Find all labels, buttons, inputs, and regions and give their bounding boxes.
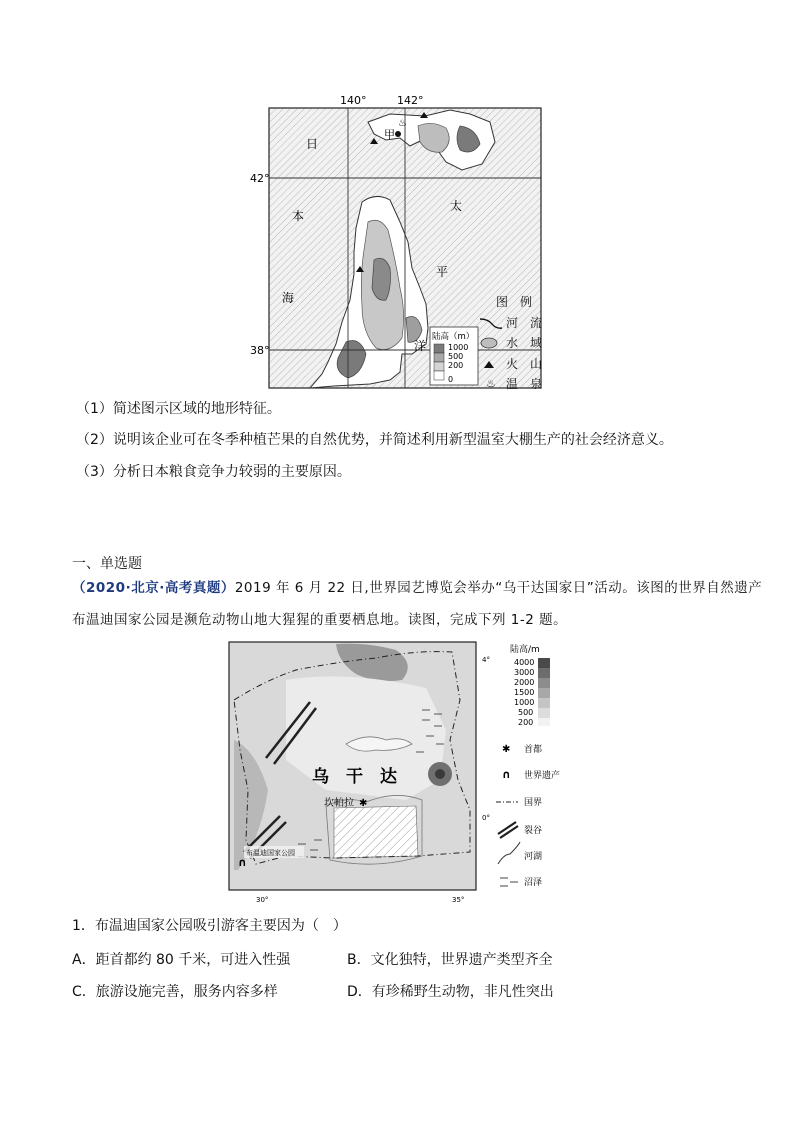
capital-icon: ✱ bbox=[502, 744, 511, 755]
map2-elev-3000: 3000 bbox=[514, 668, 535, 677]
capital-icon: ✱ bbox=[359, 798, 368, 809]
river-icon bbox=[478, 316, 504, 330]
option-d[interactable]: D．有珍稀野生动物，非凡性突出 bbox=[347, 984, 554, 1000]
legend-swamp-label: 沼泽 bbox=[524, 878, 543, 888]
swamp-icon bbox=[500, 878, 518, 886]
legend-river-lake-label: 河湖 bbox=[524, 852, 543, 862]
water-area-icon bbox=[478, 336, 504, 350]
intro-line2: 布温迪国家公园是濒危动物山地大猩猩的重要栖息地。读图，完成下列 1-2 题。 bbox=[72, 612, 568, 628]
option-b[interactable]: B．文化独特，世界遗产类型齐全 bbox=[347, 952, 553, 968]
world-heritage-icon: ∩ bbox=[238, 856, 247, 869]
map1-elev-0: 0 bbox=[448, 375, 454, 384]
legend-row-water: 水 域 bbox=[478, 333, 558, 354]
sea-label-yang: 洋 bbox=[414, 339, 427, 353]
lake-victoria bbox=[334, 806, 418, 858]
map2-elevation-title: 陆高/m bbox=[510, 645, 540, 655]
map1-lon-140: 140° bbox=[340, 94, 367, 107]
map2-elev-500: 500 bbox=[518, 708, 534, 717]
map2-lat-0: 0° bbox=[482, 814, 490, 822]
map2-lon-35: 35° bbox=[452, 896, 465, 904]
option-a[interactable]: A．距首都约 80 千米，可进入性强 bbox=[72, 952, 291, 968]
map1-elev-500: 500 bbox=[448, 352, 464, 361]
intro-source: （2020·北京·高考真题） bbox=[72, 580, 235, 596]
map1-elevation-title: 陆高（m） bbox=[432, 332, 475, 342]
uganda-map bbox=[226, 640, 571, 906]
honshu-relief-high bbox=[372, 258, 391, 300]
question1-stem: 1．布温迪国家公园吸引游客主要因为（ ） bbox=[72, 918, 347, 934]
map1-legend bbox=[478, 292, 558, 395]
place-jia-dot bbox=[395, 131, 401, 137]
option-c[interactable]: C．旅游设施完善，服务内容多样 bbox=[72, 984, 278, 1000]
legend-border-label: 国界 bbox=[524, 798, 543, 808]
map2-elevation-ramp bbox=[538, 658, 550, 726]
map1-legend-title: 图 例 bbox=[496, 295, 533, 309]
world-heritage-icon: ∩ bbox=[502, 768, 511, 781]
hot-spring-icon: ♨ bbox=[398, 118, 407, 129]
volcano-icon bbox=[478, 357, 504, 371]
legend-rift-label: 裂谷 bbox=[524, 826, 543, 836]
park-label: 布温迪国家公园 bbox=[246, 849, 295, 857]
question-part1-2: （2）说明该企业可在冬季种植芒果的自然优势，并简述利用新型温室大棚生产的社会经济意义。 bbox=[76, 432, 673, 448]
legend-heritage-label: 世界遗产 bbox=[524, 771, 561, 781]
map1-lat-42: 42° bbox=[250, 172, 270, 185]
map2-elev-4000: 4000 bbox=[514, 658, 535, 667]
map2-elev-200: 200 bbox=[518, 718, 534, 727]
place-jia-label: 甲 bbox=[384, 128, 395, 141]
legend-row-hot-spring: ♨ 温 泉 bbox=[478, 374, 558, 395]
sea-label-ben: 本 bbox=[292, 209, 305, 223]
sea-label-ping: 平 bbox=[436, 265, 449, 279]
sea-label-tai: 太 bbox=[450, 199, 463, 213]
map2-lon-30: 30° bbox=[256, 896, 269, 904]
country-label: 乌 干 达 bbox=[312, 767, 397, 787]
river-lake-icon bbox=[498, 842, 520, 864]
question-part1-3: （3）分析日本粮食竞争力较弱的主要原因。 bbox=[76, 464, 351, 480]
sea-label-hai: 海 bbox=[282, 291, 295, 305]
capital-label: 坎帕拉 bbox=[324, 798, 354, 809]
section-title: 一、单选题 bbox=[72, 556, 142, 572]
intro-line1 bbox=[72, 578, 762, 598]
map2-elev-1500: 1500 bbox=[514, 688, 535, 697]
map1-elev-200: 200 bbox=[448, 361, 464, 370]
rift-valley-icon bbox=[498, 822, 518, 838]
map1-elev-1000: 1000 bbox=[448, 343, 469, 352]
legend-capital-label: 首都 bbox=[524, 745, 543, 755]
legend-row-river: 河 流 bbox=[478, 313, 558, 334]
sea-label-ri: 日 bbox=[306, 137, 319, 151]
hot-spring-icon: ♨ bbox=[486, 377, 496, 390]
map2-lat-4: 4° bbox=[482, 656, 490, 664]
legend-row-volcano: 火 山 bbox=[478, 354, 558, 375]
map2-elev-1000: 1000 bbox=[514, 698, 535, 707]
map1-lon-142: 142° bbox=[397, 94, 424, 107]
map1-lat-38: 38° bbox=[250, 344, 270, 357]
question-part1-1: （1）简述图示区域的地形特征。 bbox=[76, 401, 281, 417]
map2-elev-2000: 2000 bbox=[514, 678, 535, 687]
intro-text-1: 2019 年 6 月 22 日,世界园艺博览会举办“乌干达国家日”活动。该图的世界自然遗产 bbox=[234, 580, 763, 596]
